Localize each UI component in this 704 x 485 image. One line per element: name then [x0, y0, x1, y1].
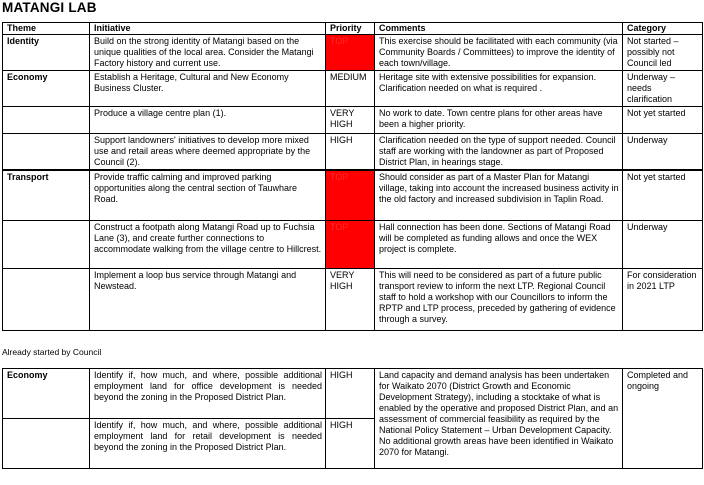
- initiative-cell: Implement a loop bus service through Matangi and Newstead.: [90, 268, 326, 330]
- category-cell: For consideration in 2021 LTP: [623, 268, 703, 330]
- completed-table: [2, 368, 703, 469]
- theme-cell: Economy: [3, 369, 90, 419]
- initiatives-table: [2, 22, 703, 331]
- table-row: [3, 170, 703, 220]
- theme-cell: [3, 419, 90, 469]
- header-initiative: Initiative: [90, 23, 326, 35]
- priority-cell: TOP: [326, 170, 375, 220]
- header-category: Category: [623, 23, 703, 35]
- header-theme: Theme: [3, 23, 90, 35]
- priority-cell: MEDIUM: [326, 71, 375, 107]
- priority-cell: VERY HIGH: [326, 268, 375, 330]
- comments-cell: This exercise should be facilitated with each community (via Community Boards / Committees) to improve the identity of each town/village.: [375, 35, 623, 71]
- priority-cell: HIGH: [326, 134, 375, 171]
- priority-cell: TOP: [326, 220, 375, 268]
- theme-cell: [3, 134, 90, 171]
- comments-cell: Should consider as part of a Master Plan for Matangi village, taking into account the increased business activity in the old factory and increased subdivision in Taplin Road.: [375, 170, 623, 220]
- initiative-cell: Establish a Heritage, Cultural and New Economy Business Cluster.: [90, 71, 326, 107]
- header-row: [3, 23, 703, 35]
- priority-cell: HIGH: [326, 369, 375, 419]
- table-row: [3, 71, 703, 107]
- header-priority: Priority: [326, 23, 375, 35]
- comments-cell: No work to date. Town centre plans for other areas have been a higher priority.: [375, 107, 623, 134]
- theme-cell: [3, 220, 90, 268]
- theme-cell: Economy: [3, 71, 90, 107]
- comments-cell: Land capacity and demand analysis has been undertaken for Waikato 2070 (District Growth and Economic Development Strategy), including a stocktake of what is enabled by the operative and proposed District Plan, and an assessment of commercial feasibility as required by the National Policy Statement – Urban Development Capacity. No additional growth areas have been identified in Waikato 2070 for Matangi.: [375, 369, 623, 469]
- comments-cell: Heritage site with extensive possibilities for expansion. Clarification needed on what is required .: [375, 71, 623, 107]
- initiative-cell: Build on the strong identity of Matangi based on the unique qualities of the local area. Consider the Matangi Factory history and current use.: [90, 35, 326, 71]
- comments-cell: This will need to be considered as part of a future public transport review to inform the next LTP. Regional Council staff to hold a workshop with our Councillors to inform the RPTP and LTP process, preceded by gathering of evidence through a survey.: [375, 268, 623, 330]
- category-cell: Completed and ongoing: [623, 369, 703, 469]
- comments-cell: Hall connection has been done. Sections of Matangi Road will be completed as funding allows and once the WEX project is complete.: [375, 220, 623, 268]
- initiative-cell: Identify if, how much, and where, possible additional employment land for office development is needed beyond the zoning in the Proposed District Plan.: [90, 369, 326, 419]
- table-row: [3, 369, 703, 419]
- initiative-cell: Produce a village centre plan (1).: [90, 107, 326, 134]
- theme-cell: Identity: [3, 35, 90, 71]
- initiative-cell: Identify if, how much, and where, possible additional employment land for retail development is needed beyond the zoning in the Proposed District Plan.: [90, 419, 326, 469]
- table-row: [3, 35, 703, 71]
- initiative-cell: Support landowners' initiatives to develop more mixed use and retail areas where deemed appropriate by the Council (2).: [90, 134, 326, 171]
- initiative-cell: Construct a footpath along Matangi Road up to Fuchsia Lane (3), and create further connections to accommodate walking from the village centre to Hillcrest.: [90, 220, 326, 268]
- table-row: [3, 134, 703, 171]
- table-row: [3, 107, 703, 134]
- table-row: [3, 220, 703, 268]
- category-cell: Underway – needs clarification: [623, 71, 703, 107]
- category-cell: Not started – possibly not Council led: [623, 35, 703, 71]
- theme-cell: [3, 107, 90, 134]
- already-started-note: Already started by Council: [2, 347, 102, 357]
- comments-cell: Clarification needed on the type of support needed. Council staff are working with the landowner as part of Proposed District Plan, in hearings stage.: [375, 134, 623, 171]
- priority-cell: VERY HIGH: [326, 107, 375, 134]
- priority-cell: HIGH: [326, 419, 375, 469]
- category-cell: Underway: [623, 134, 703, 171]
- page-title: MATANGI LAB: [2, 0, 97, 15]
- category-cell: Not yet started: [623, 170, 703, 220]
- priority-cell: TOP: [326, 35, 375, 71]
- category-cell: Underway: [623, 220, 703, 268]
- table-row: [3, 268, 703, 330]
- theme-cell: Transport: [3, 170, 90, 220]
- category-cell: Not yet started: [623, 107, 703, 134]
- theme-cell: [3, 268, 90, 330]
- header-comments: Comments: [375, 23, 623, 35]
- initiative-cell: Provide traffic calming and improved parking opportunities along the central section of Tauwhare Road.: [90, 170, 326, 220]
